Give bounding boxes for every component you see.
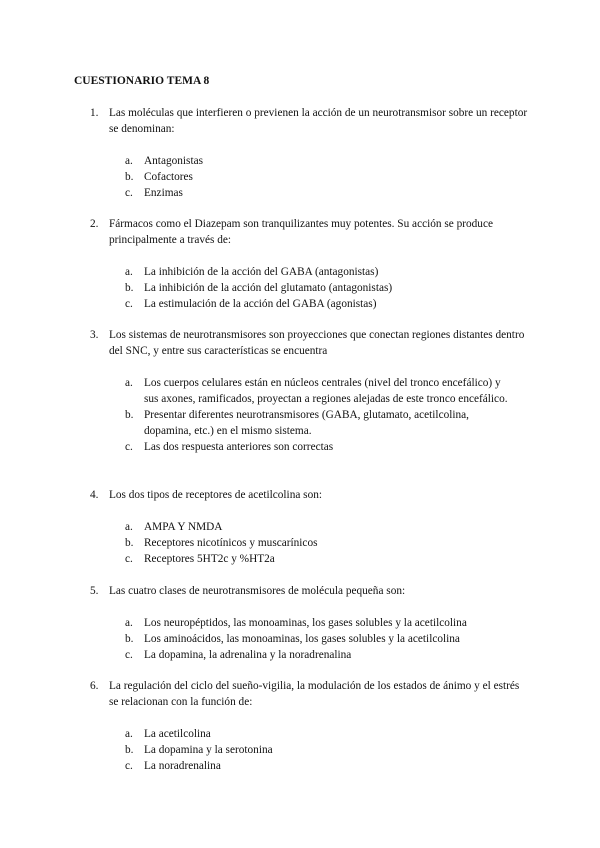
question-number: 4. bbox=[90, 489, 99, 501]
options-list bbox=[125, 615, 530, 663]
option-b bbox=[125, 407, 514, 439]
option-text: La dopamina, la adrenalina y la noradrenalina bbox=[144, 649, 352, 661]
option-text: La inhibición de la acción del glutamato (antagonistas) bbox=[144, 282, 393, 294]
option-c bbox=[125, 551, 514, 567]
options-list bbox=[125, 519, 530, 567]
question-number: 5. bbox=[90, 585, 99, 597]
option-text: Cofactores bbox=[144, 171, 193, 183]
option-label: a. bbox=[125, 266, 133, 278]
option-label: c. bbox=[125, 553, 133, 565]
question-text: Los dos tipos de receptores de acetilcolina son: bbox=[109, 489, 323, 501]
option-text: Los cuerpos celulares están en núcleos centrales (nivel del tronco encefálico) y sus axones, ramificados, proyectan a regiones alejadas de este tronco encefálico. bbox=[144, 377, 508, 405]
option-text: La inhibición de la acción del GABA (antagonistas) bbox=[144, 266, 379, 278]
option-c bbox=[125, 439, 514, 455]
question-1 bbox=[90, 105, 530, 201]
option-a bbox=[125, 264, 514, 280]
question-3 bbox=[90, 327, 530, 455]
question-text: Las cuatro clases de neurotransmisores de molécula pequeña son: bbox=[109, 585, 406, 597]
question-text: Los sistemas de neurotransmisores son proyecciones que conectan regiones distantes dentro del SNC, y entre sus características se encuentra bbox=[109, 329, 525, 357]
option-label: b. bbox=[125, 409, 134, 421]
option-text: La noradrenalina bbox=[144, 760, 221, 772]
question-text: La regulación del ciclo del sueño-vigilia, la modulación de los estados de ánimo y el estrés se relacionan con la función de: bbox=[109, 680, 520, 708]
option-text: Receptores nicotínicos y muscarínicos bbox=[144, 537, 318, 549]
question-number: 2. bbox=[90, 218, 99, 230]
option-label: a. bbox=[125, 617, 133, 629]
option-b bbox=[125, 535, 514, 551]
option-c bbox=[125, 647, 514, 663]
option-b bbox=[125, 280, 514, 296]
document-title: CUESTIONARIO TEMA 8 bbox=[74, 75, 210, 87]
option-text: Las dos respuesta anteriores son correctas bbox=[144, 441, 334, 453]
option-label: c. bbox=[125, 760, 133, 772]
option-label: b. bbox=[125, 171, 134, 183]
option-c bbox=[125, 296, 514, 312]
option-label: b. bbox=[125, 282, 134, 294]
option-text: Presentar diferentes neurotransmisores (GABA, glutamato, acetilcolina, dopamina, etc.) en el mismo sistema. bbox=[144, 409, 469, 437]
option-label: b. bbox=[125, 633, 134, 645]
options-list bbox=[125, 726, 530, 774]
options-list bbox=[125, 153, 530, 201]
option-label: c. bbox=[125, 649, 133, 661]
option-text: Los aminoácidos, las monoaminas, los gases solubles y la acetilcolina bbox=[144, 633, 460, 645]
option-label: c. bbox=[125, 187, 133, 199]
option-label: b. bbox=[125, 537, 134, 549]
question-number: 3. bbox=[90, 329, 99, 341]
option-a bbox=[125, 726, 514, 742]
option-label: c. bbox=[125, 441, 133, 453]
question-number: 6. bbox=[90, 680, 99, 692]
option-text: Receptores 5HT2c y %HT2a bbox=[144, 553, 275, 565]
option-b bbox=[125, 631, 514, 647]
option-c bbox=[125, 758, 514, 774]
option-text: La acetilcolina bbox=[144, 728, 211, 740]
option-label: a. bbox=[125, 521, 133, 533]
option-b bbox=[125, 169, 514, 185]
option-text: La estimulación de la acción del GABA (agonistas) bbox=[144, 298, 377, 310]
question-2 bbox=[90, 216, 530, 312]
option-label: a. bbox=[125, 155, 133, 167]
question-6 bbox=[90, 678, 530, 774]
option-text: Enzimas bbox=[144, 187, 183, 199]
options-list bbox=[125, 264, 530, 312]
option-label: a. bbox=[125, 377, 133, 389]
option-c bbox=[125, 185, 514, 201]
question-text: Fármacos como el Diazepam son tranquilizantes muy potentes. Su acción se produce principalmente a través de: bbox=[109, 218, 493, 246]
option-a bbox=[125, 153, 514, 169]
option-text: Antagonistas bbox=[144, 155, 203, 167]
option-label: b. bbox=[125, 744, 134, 756]
option-text: AMPA Y NMDA bbox=[144, 521, 223, 533]
option-b bbox=[125, 742, 514, 758]
options-list bbox=[125, 375, 530, 455]
question-4 bbox=[90, 487, 530, 567]
option-text: Los neuropéptidos, las monoaminas, los gases solubles y la acetilcolina bbox=[144, 617, 467, 629]
question-5 bbox=[90, 583, 530, 663]
option-a bbox=[125, 615, 514, 631]
question-text: Las moléculas que interfieren o previenen la acción de un neurotransmisor sobre un receptor se denominan: bbox=[109, 107, 528, 135]
option-label: a. bbox=[125, 728, 133, 740]
option-a bbox=[125, 375, 514, 407]
option-label: c. bbox=[125, 298, 133, 310]
option-text: La dopamina y la serotonina bbox=[144, 744, 273, 756]
question-number: 1. bbox=[90, 107, 99, 119]
option-a bbox=[125, 519, 514, 535]
